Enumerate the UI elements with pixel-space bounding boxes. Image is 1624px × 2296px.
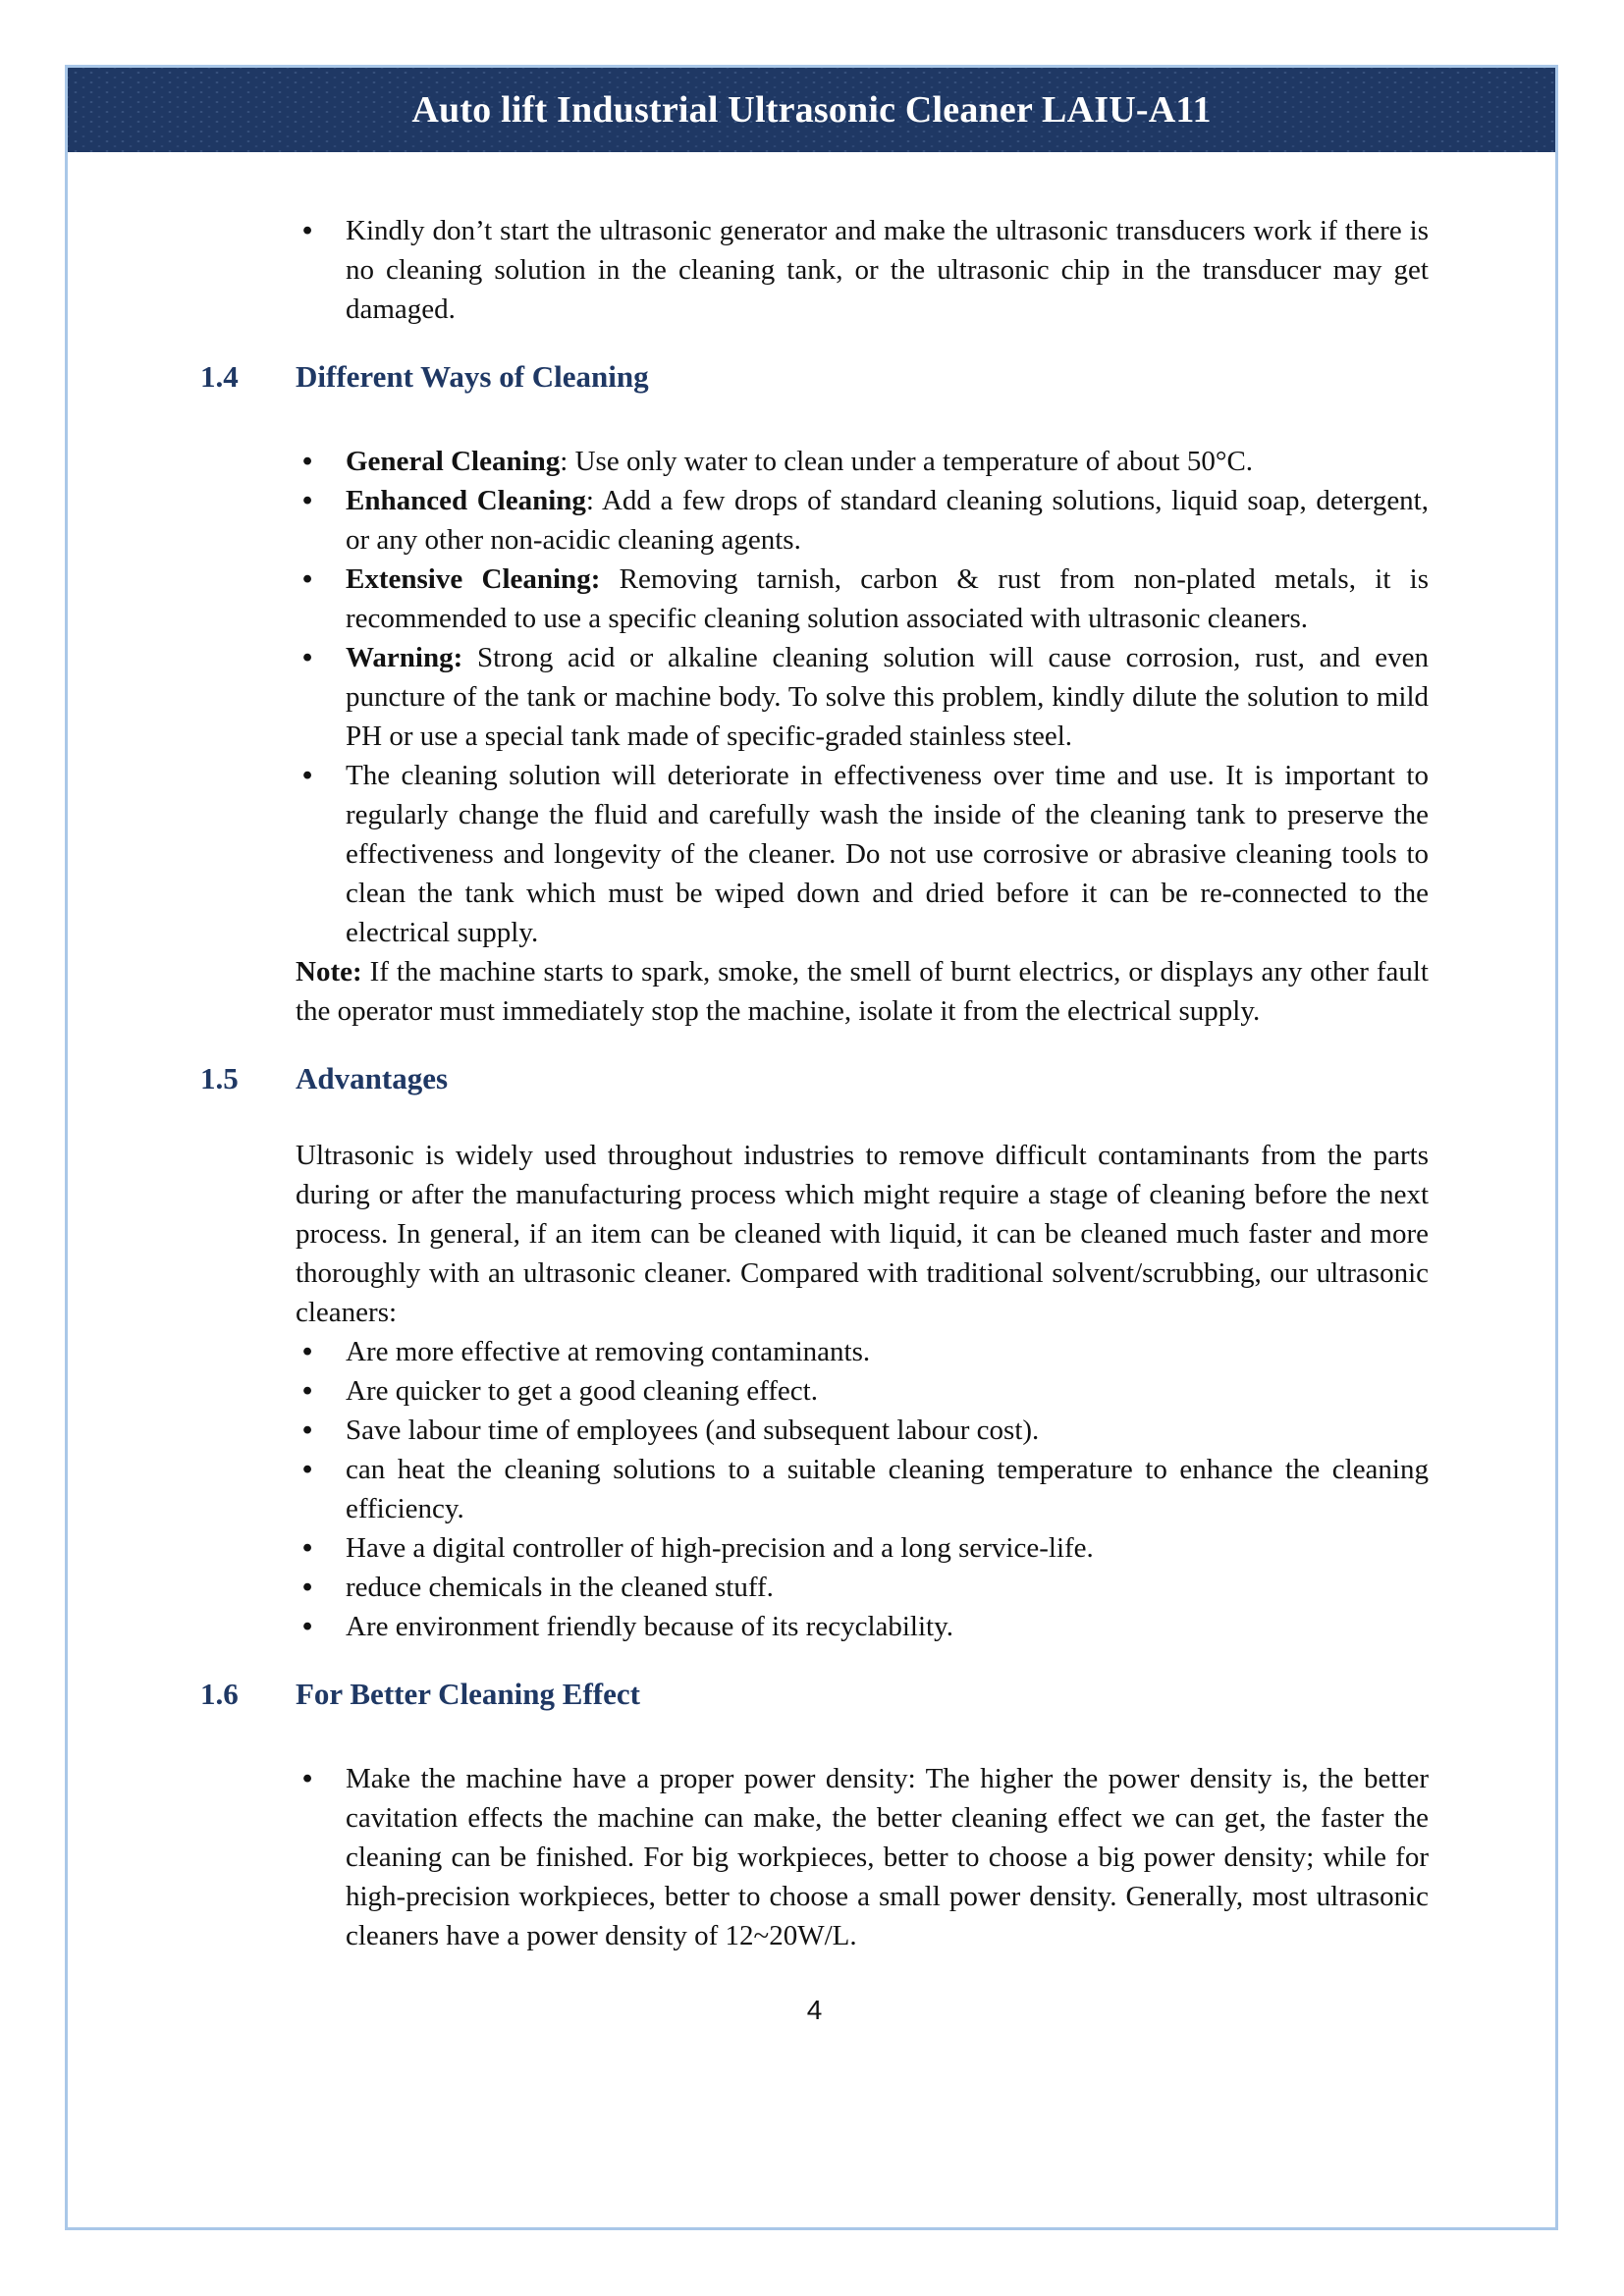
note-paragraph xyxy=(200,952,1429,1031)
section-1-5 xyxy=(200,1058,1429,1646)
list-item-text: : Use only water to clean under a temperature of about 50°C. xyxy=(560,446,1254,477)
section-paragraph: Ultrasonic is widely used throughout industries to remove difficult contaminants from the parts during or after the manufacturing process which might require a stage of cleaning before the next process. In general, if an item can be cleaned with liquid, it can be cleaned much faster and more thoroughly with an ultrasonic cleaner. Compared with traditional solvent/scrubbing, our ultrasonic cleaners: xyxy=(296,1140,1429,1328)
page-frame xyxy=(65,65,1558,2230)
list-item-text: : Add a few drops of standard cleaning solutions, liquid soap, detergent, or any other non-acidic cleaning agents. xyxy=(346,485,1429,556)
bullet-icon xyxy=(302,1759,312,1798)
section-number: 1.5 xyxy=(200,1061,239,1095)
note-text: If the machine starts to spark, smoke, the smell of burnt electrics, or displays any other fault the operator must immediately stop the machine, isolate it from the electrical supply. xyxy=(296,956,1429,1027)
section-title: Different Ways of Cleaning xyxy=(296,359,649,394)
page-content xyxy=(68,152,1555,2030)
bullet-icon xyxy=(302,1450,312,1489)
list-item xyxy=(200,1759,1429,1955)
list-item-bold: Enhanced Cleaning xyxy=(346,485,586,516)
list-item xyxy=(200,1528,1429,1568)
list-item-bold: General Cleaning xyxy=(346,446,561,477)
list-item xyxy=(200,481,1429,560)
section-title: For Better Cleaning Effect xyxy=(296,1677,640,1711)
bullet-icon xyxy=(302,1411,312,1450)
list-item-bold: Extensive Cleaning: xyxy=(346,563,601,595)
section-heading xyxy=(200,356,1429,397)
bullet-icon xyxy=(302,1528,312,1568)
list-item-text: Strong acid or alkaline cleaning solution will cause corrosion, rust, and even puncture of the tank or machine body. To solve this problem, kindly dilute the solution to mild PH or use a special tank made of specific-graded stainless steel. xyxy=(346,642,1429,752)
section-heading xyxy=(200,1674,1429,1714)
bullet-icon xyxy=(302,1371,312,1411)
section-bullet-list xyxy=(200,1332,1429,1646)
list-item xyxy=(200,1332,1429,1371)
bullet-icon xyxy=(302,481,312,520)
header-banner xyxy=(68,68,1555,152)
list-item-bold: Warning: xyxy=(346,642,463,673)
list-item xyxy=(200,560,1429,638)
page-number: 4 xyxy=(806,1995,823,2025)
bullet-icon xyxy=(302,211,312,250)
bullet-icon xyxy=(302,1607,312,1646)
section-heading xyxy=(200,1058,1429,1098)
list-item xyxy=(200,756,1429,952)
list-item-text: Save labour time of employees (and subsequent labour cost). xyxy=(346,1415,1040,1446)
list-item xyxy=(200,211,1429,329)
section-1-4 xyxy=(200,356,1429,1031)
list-item xyxy=(200,1450,1429,1528)
list-item xyxy=(200,1607,1429,1646)
section-number: 1.6 xyxy=(200,1677,239,1711)
list-item-text: Are quicker to get a good cleaning effect. xyxy=(346,1375,818,1407)
list-item-text: reduce chemicals in the cleaned stuff. xyxy=(346,1572,774,1603)
section-number: 1.4 xyxy=(200,359,239,394)
page-title: Auto lift Industrial Ultrasonic Cleaner LAIU-A11 xyxy=(411,89,1212,131)
list-item xyxy=(200,442,1429,481)
list-item xyxy=(200,1371,1429,1411)
section-bullet-list xyxy=(200,1759,1429,1955)
bullet-icon xyxy=(302,638,312,677)
list-item xyxy=(200,1411,1429,1450)
list-item-text: can heat the cleaning solutions to a suitable cleaning temperature to enhance the cleaning efficiency. xyxy=(346,1454,1429,1524)
list-item-text: The cleaning solution will deteriorate in effectiveness over time and use. It is important to regularly change the fluid and carefully wash the inside of the cleaning tank to preserve the effectiveness and longevity of the cleaner. Do not use corrosive or abrasive cleaning tools to clean the tank which must be wiped down and dried before it can be re-connected to the electrical supply. xyxy=(346,760,1429,948)
section-bullet-list xyxy=(200,442,1429,952)
list-item-text: Are more effective at removing contaminants. xyxy=(346,1336,871,1367)
note-label: Note: xyxy=(296,956,362,988)
list-item xyxy=(200,1568,1429,1607)
list-item-text: Have a digital controller of high-precision and a long service-life. xyxy=(346,1532,1094,1564)
intro-bullet-list xyxy=(200,211,1429,329)
bullet-icon xyxy=(302,1568,312,1607)
section-1-6 xyxy=(200,1674,1429,1955)
section-title: Advantages xyxy=(296,1061,449,1095)
list-item-text: Removing tarnish, carbon & rust from non-plated metals, it is recommended to use a specific cleaning solution associated with ultrasonic cleaners. xyxy=(346,563,1430,634)
bullet-icon xyxy=(302,756,312,795)
bullet-icon xyxy=(302,560,312,599)
list-item-text: Are environment friendly because of its recyclability. xyxy=(346,1611,953,1642)
bullet-icon xyxy=(302,1332,312,1371)
list-item-text: Make the machine have a proper power density: The higher the power density is, the better cavitation effects the machine can make, the better cleaning effect we can get, the faster the cleaning can be finished. For big workpieces, better to choose a big power density; while for high-precision workpieces, better to choose a small power density. Generally, most ultrasonic cleaners have a power density of 12~20W/L. xyxy=(346,1763,1429,1951)
bullet-icon xyxy=(302,442,312,481)
list-item xyxy=(200,638,1429,756)
list-item-text: Kindly don’t start the ultrasonic generator and make the ultrasonic transducers work if there is no cleaning solution in the cleaning tank, or the ultrasonic chip in the transducer may get damaged. xyxy=(346,215,1429,325)
